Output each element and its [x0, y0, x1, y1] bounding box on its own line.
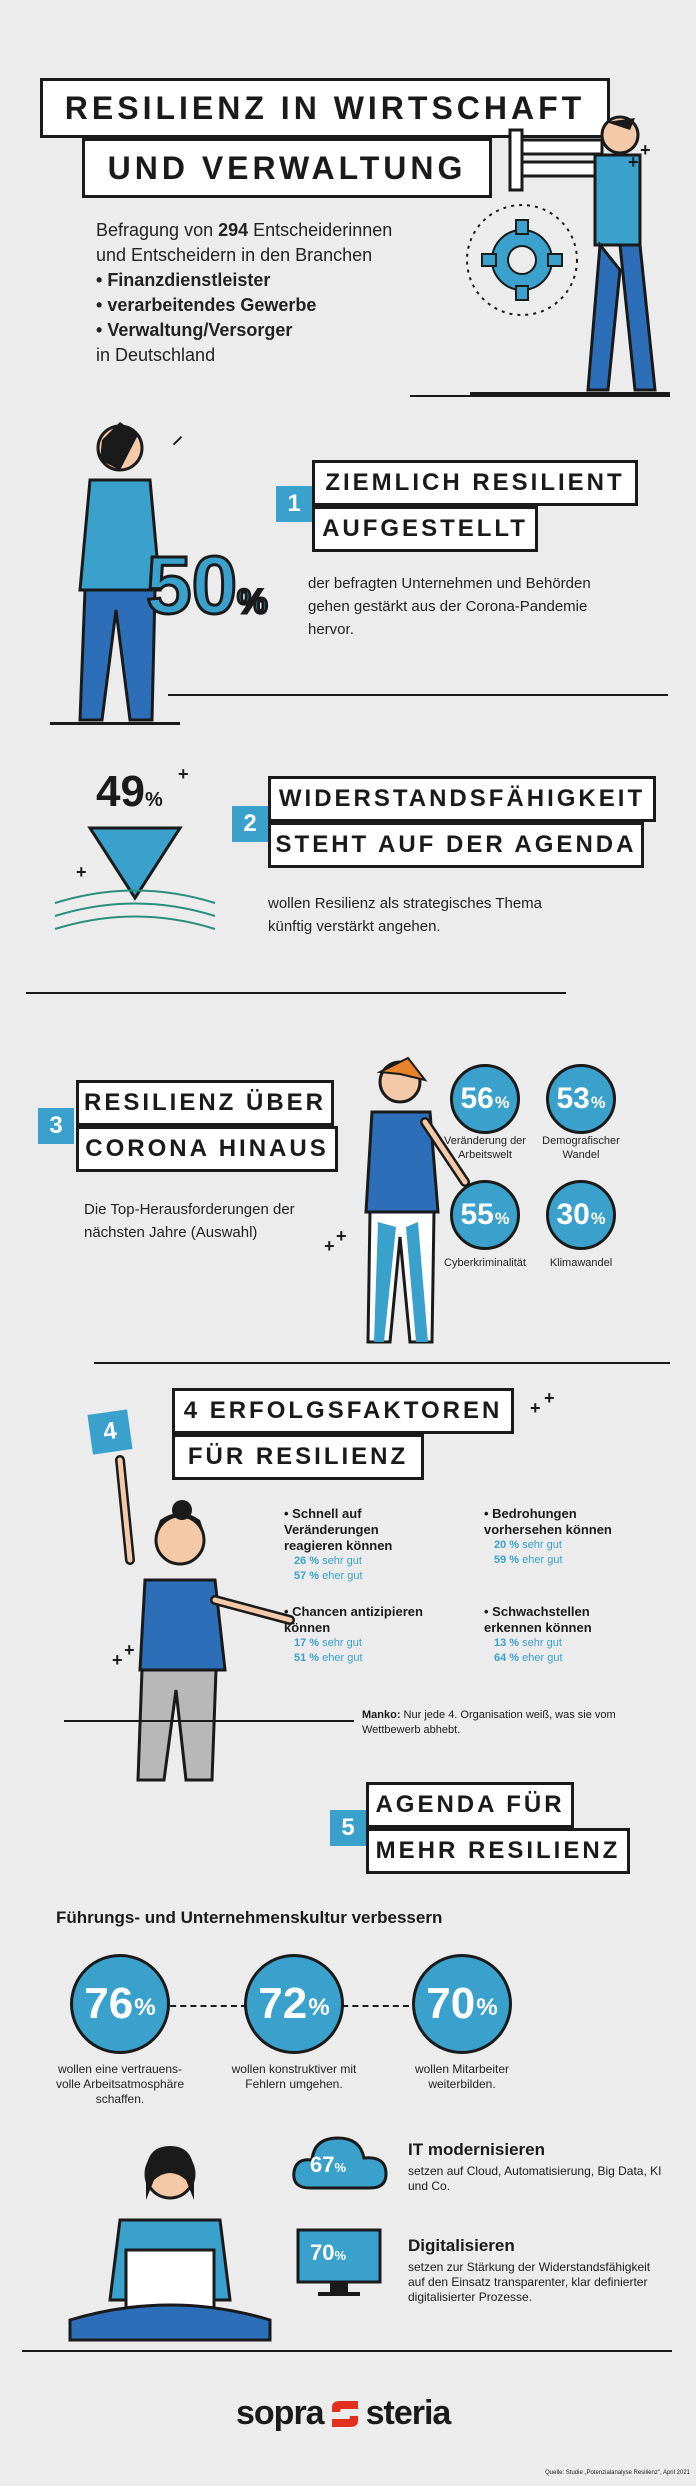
challenge-circle: 30 %: [546, 1180, 616, 1250]
section-heading-line-2: MEHR RESILIENZ: [366, 1828, 630, 1874]
stat-description: der befragten Unternehmen und Behörden gehen gestärkt aus der Corona-Pandemie hervor.: [308, 575, 591, 638]
section-number: 1: [276, 486, 312, 522]
challenge-label: Cyberkriminalität: [444, 1257, 526, 1269]
plus-decoration: +: [530, 1398, 541, 1418]
plus-decoration: +: [544, 1388, 555, 1408]
section-heading-line-1: ZIEMLICH RESILIENT: [312, 460, 638, 506]
section-heading-line-2: AUFGESTELLT: [312, 506, 538, 552]
source-note: Quelle: Studie „Potenzialanalyse Resilienz", April 2021: [545, 2470, 690, 2476]
person-laptop-illustration: [60, 2130, 280, 2350]
plus-decoration: +: [336, 1226, 347, 1246]
culture-circle: 72 %: [244, 1954, 344, 2054]
person-sitting-illustration: [90, 1450, 300, 1790]
plus-decoration: +: [76, 862, 87, 882]
intro-bullet: • Finanzdienstleister: [96, 270, 271, 290]
factor-item: • Chancen antizipieren können 17 % sehr gut 51 % eher gut: [284, 1604, 423, 1664]
plus-decoration: +: [628, 152, 639, 172]
digital-block: Digitalisieren setzen zur Stärkung der Widerstandsfähigkeit auf den Einsatz transparenter, klar definierter digitalisierter Prozesse.: [408, 2236, 651, 2304]
person-pointing-illustration: [330, 1052, 470, 1352]
section-heading-line-1: AGENDA FÜR: [366, 1782, 574, 1828]
intro-text: Befragung von 294 Entscheiderinnen und Entscheidern in den Branchen • Finanzdienstleister • verarbeitendes Gewerbe • Verwaltung/Versorger in Deutschland: [96, 218, 436, 368]
divider: [410, 395, 670, 397]
spark-lines: ⸝: [172, 423, 184, 448]
culture-circle: 70 %: [412, 1954, 512, 2054]
big-stat: 49%: [96, 767, 163, 816]
funnel-illustration: [50, 818, 220, 938]
section-number: 3: [38, 1108, 74, 1144]
gear-icon: [462, 200, 582, 320]
plus-decoration: +: [640, 140, 651, 160]
title-line-1: RESILIENZ IN WIRTSCHAFT: [40, 78, 610, 138]
factor-item: • Schnell auf Veränderungen reagieren können 26 % sehr gut 57 % eher gut: [284, 1506, 393, 1582]
divider: [94, 1362, 670, 1364]
culture-label: wollen eine vertrauens-volle Arbeitsatmosphäre schaffen.: [55, 2062, 185, 2106]
section-heading-line-2: STEHT AUF DER AGENDA: [268, 822, 644, 868]
digital-stat: 70%: [310, 2240, 347, 2265]
section-heading-line-1: 4 ERFOLGSFAKTOREN: [172, 1388, 514, 1434]
culture-label: wollen Mitarbeiter weiterbilden.: [414, 2062, 510, 2091]
stat-description: wollen Resilienz als strategisches Thema künftig verstärkt angehen.: [268, 895, 543, 935]
big-stat: 50%: [146, 540, 268, 631]
divider: [26, 992, 566, 994]
it-stat: 67%: [310, 2152, 347, 2177]
divider: [168, 694, 668, 696]
factor-item: • Bedrohungen vorhersehen können 20 % sehr gut 59 % eher gut: [484, 1506, 612, 1566]
it-block: IT modernisieren setzen auf Cloud, Automatisierung, Big Data, KI und Co.: [408, 2140, 662, 2193]
culture-subtitle: Führungs- und Unternehmenskultur verbessern: [56, 1908, 443, 1927]
title-line-2: UND VERWALTUNG: [82, 138, 492, 198]
plus-decoration: +: [124, 1640, 135, 1660]
culture-circle: 76 %: [70, 1954, 170, 2054]
challenge-label: Klimawandel: [549, 1257, 613, 1269]
plus-decoration: +: [324, 1236, 335, 1256]
challenge-circle: 53 %: [546, 1064, 616, 1134]
brand-logo: sopra steria: [236, 2394, 451, 2432]
section-number: 5: [330, 1810, 366, 1846]
section-description: Die Top-Herausforderungen der nächsten Jahre (Auswahl): [84, 1201, 295, 1241]
section-heading-line-2: CORONA HINAUS: [76, 1126, 338, 1172]
plus-decoration: +: [178, 764, 189, 784]
divider: [64, 1720, 354, 1722]
factor-item: • Schwachstellen erkennen können 13 % sehr gut 64 % eher gut: [484, 1604, 592, 1664]
section-number: 4: [87, 1409, 132, 1454]
challenge-label: Demografischer Wandel: [542, 1135, 620, 1161]
divider: [22, 2350, 672, 2352]
manko-note: Manko: Nur jede 4. Organisation weiß, was sie vom Wettbewerb abhebt.: [362, 1709, 616, 1736]
challenge-label: Veränderung der Arbeitswelt: [444, 1135, 526, 1161]
sopra-steria-mark-icon: [328, 2397, 362, 2431]
challenge-circle: 55 %: [450, 1180, 520, 1250]
section-heading-line-1: RESILIENZ ÜBER: [76, 1080, 334, 1126]
intro-bullet: • verarbeitendes Gewerbe: [96, 295, 317, 315]
section-number: 2: [232, 806, 268, 842]
challenge-circle: 56 %: [450, 1064, 520, 1134]
plus-decoration: +: [112, 1650, 123, 1670]
intro-bullet: • Verwaltung/Versorger: [96, 320, 293, 340]
culture-label: wollen konstruktiver mit Fehlern umgehen.: [231, 2062, 357, 2091]
section-heading-line-2: FÜR RESILIENZ: [172, 1434, 424, 1480]
section-heading-line-1: WIDERSTANDSFÄHIGKEIT: [268, 776, 656, 822]
